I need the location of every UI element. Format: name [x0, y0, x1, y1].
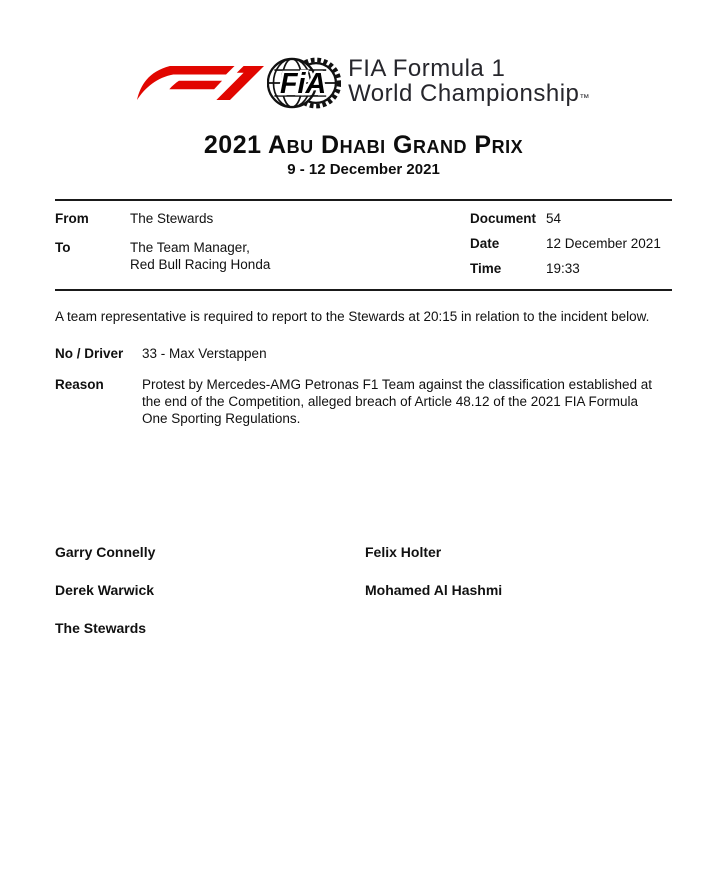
document-value: 54	[546, 211, 562, 226]
date-label: Date	[470, 236, 500, 251]
to-value-line2: Red Bull Racing Honda	[130, 257, 271, 272]
org-wordmark	[348, 56, 590, 111]
to-label: To	[55, 240, 71, 255]
date-value: 12 December 2021	[546, 236, 661, 251]
signatures-block	[55, 543, 672, 637]
signature-right-2: Mohamed Al Hashmi	[365, 582, 503, 598]
signature-footer: The Stewards	[55, 620, 147, 636]
reason-value: Protest by Mercedes-AMG Petronas F1 Team against the classification established at the end of the Competition, alleged breach of Article 48.12 of the 2021 FIA Formula One Sporting Regulations.	[142, 377, 652, 426]
meta-right-column	[470, 210, 672, 277]
trademark-symbol: ™	[579, 92, 590, 104]
time-value: 19:33	[546, 261, 580, 276]
reason-label: Reason	[55, 377, 104, 392]
event-dates: 9 - 12 December 2021	[287, 161, 440, 178]
org-wordmark-line1: FIA Formula 1	[348, 54, 506, 82]
no-driver-row	[55, 345, 672, 362]
from-value: The Stewards	[130, 211, 214, 226]
time-label: Time	[470, 261, 502, 276]
header-logo-row	[55, 0, 672, 112]
no-driver-value: 33 - Max Verstappen	[142, 346, 267, 361]
summons-text: A team representative is required to report to the Stewards at 20:15 in relation to the incident below.	[55, 309, 650, 324]
no-driver-label: No / Driver	[55, 346, 124, 361]
meta-left-column	[55, 210, 470, 277]
document-label: Document	[470, 211, 537, 226]
fia-emblem-icon	[267, 54, 341, 112]
signature-left-2: Derek Warwick	[55, 582, 155, 598]
from-label: From	[55, 211, 89, 226]
event-title: 2021 Abu Dhabi Grand Prix	[203, 131, 524, 159]
signature-right-1: Felix Holter	[365, 544, 442, 560]
f1-logo-icon	[137, 65, 264, 101]
org-wordmark-line2: World Championship™	[348, 79, 590, 107]
meta-table	[55, 199, 672, 291]
signature-row-3	[55, 619, 672, 637]
fia-emblem-text: FiA	[280, 68, 327, 101]
reason-row	[55, 376, 672, 427]
signature-row-2	[55, 581, 672, 599]
to-value-line1: The Team Manager,	[130, 240, 250, 255]
signature-row-1	[55, 543, 672, 561]
to-value	[130, 239, 470, 273]
signature-left-1: Garry Connelly	[55, 544, 156, 560]
